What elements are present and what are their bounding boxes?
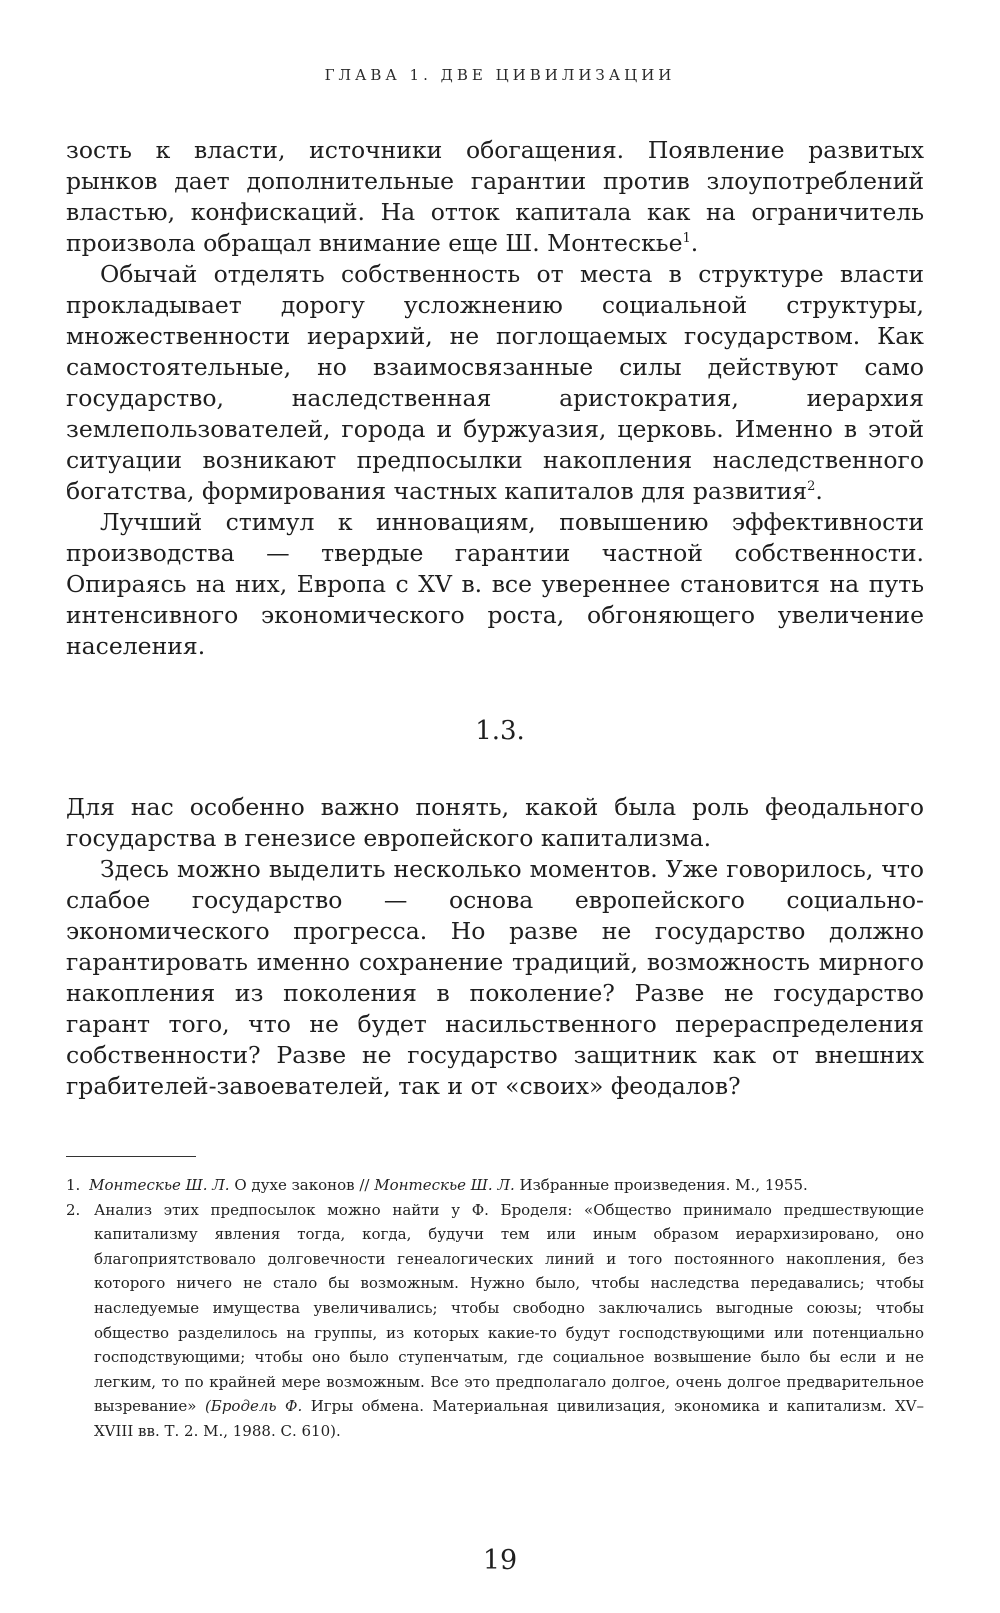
paragraph: Для нас особенно важно понять, какой была роль феодального государства в генезисе европейского капитализма. [66, 793, 924, 852]
footnote-author: Монтескье Ш. Л. [374, 1176, 515, 1194]
paragraph: Лучший стимул к инновациям, повышению эффективности производства — твердые гарантии частной собственности. Опираясь на них, Европа с XV в. все увереннее становится на путь интенсивного экономического роста, обгоняющего увеличение населения. [66, 508, 924, 660]
footnote-2 [66, 1198, 924, 1444]
footnote-ref[interactable]: 1 [682, 231, 691, 247]
paragraph: Обычай отделять собственность от места в структуре власти прокладывает дорогу усложнению социальной структуры, множественности иерархий, не поглощаемых государством. Как самостоятельные, но взаимосвязанные силы действуют само государство, наследственная аристократия, иерархия землепользователей, города и буржуазия, церковь. Именно в этой ситуации возникают предпосылки накопления наследственного богатства, формирования частных капиталов для развития$^2$. [66, 260, 924, 505]
body-text-block-1 [66, 135, 924, 662]
footnote-rest: Игры обмена. Материальная цивилизация, экономика и капитализм. XV–XVIII вв. Т. 2. М., 1988. С. 610). [94, 1397, 924, 1440]
footnote-divider [66, 1156, 196, 1157]
footnote-number: 1. [66, 1176, 81, 1194]
footnote-author: (Бродель Ф. [204, 1397, 303, 1416]
footnote-1 [66, 1173, 924, 1198]
running-head: ГЛАВА 1. ДВЕ ЦИВИЛИЗАЦИИ [324, 66, 676, 84]
footnote-title: О духе законов // [234, 1176, 370, 1194]
page-number: 19 [482, 1545, 518, 1576]
paragraph: зость к власти, источники обогащения. Появление развитых рынков дает дополнительные гарантии против злоупотреблений властью, конфискаций. На отток капитала как на ограничитель произвола обращал внимание еще Ш. Монтескье$^1$. [66, 136, 924, 257]
footnote-author: Монтескье Ш. Л. [89, 1176, 230, 1194]
paragraph-text: Обычай отделять собственность от места в структуре власти прокладывает дорогу усложнению социальной структуры, множественности иерархий, не поглощаемых государством. Как самостоятельные, но взаимосвязанные силы действуют само государство, наследственная аристократия, иерархия землепользователей, города и буржуазия, церковь. Именно в этой ситуации возникают предпосылки накопления наследственного богатства, формирования частных капиталов для развития [66, 260, 924, 505]
body-text-block-2 [66, 792, 924, 1102]
footnotes [66, 1173, 924, 1444]
paragraph: Здесь можно выделить несколько моментов. Уже говорилось, что слабое государство — основа европейского социально-экономического прогресса. Но разве не государство должно гарантировать именно сохранение традиций, возможность мирного накопления из поколения в поколение? Разве не государство гарант того, что не будет насильственного перераспределения собственности? Разве не государство защитник как от внешних грабителей-завоевателей, так и от «своих» феодалов? [66, 855, 924, 1100]
section-number: 1.3. [475, 716, 525, 746]
footnote-ref[interactable]: 2 [807, 479, 816, 495]
footnote-text: Анализ этих предпосылок можно найти у Ф. Броделя: «Общество принимало предшествующие капитализму явления тогда, когда, будучи тем или иным образом иерархизировано, оно благоприятствовало долговечности генеалогических линий и того постоянного накопления, без которого ничего не стало бы возможным. Нужно было, чтобы наследства передавались; чтобы наследуемые имущества увеличивались; чтобы свободно заключались выгодные союзы; чтобы общество разделилось на группы, из которых какие-то будут господствующими или потенциально господствующими; чтобы оно было ступенчатым, где социальное возвышение было бы если и не легким, то по крайней мере возможным. Все это предполагало долгое, очень долгое предварительное вызревание» [94, 1200, 924, 1416]
footnote-rest: Избранные произведения. М., 1955. [519, 1176, 808, 1194]
footnote-number: 2. [66, 1200, 81, 1219]
paragraph-text: зость к власти, источники обогащения. Появление развитых рынков дает дополнительные гарантии против злоупотреблений властью, конфискаций. На отток капитала как на ограничитель произвола обращал внимание еще Ш. Монтескье [66, 136, 924, 257]
